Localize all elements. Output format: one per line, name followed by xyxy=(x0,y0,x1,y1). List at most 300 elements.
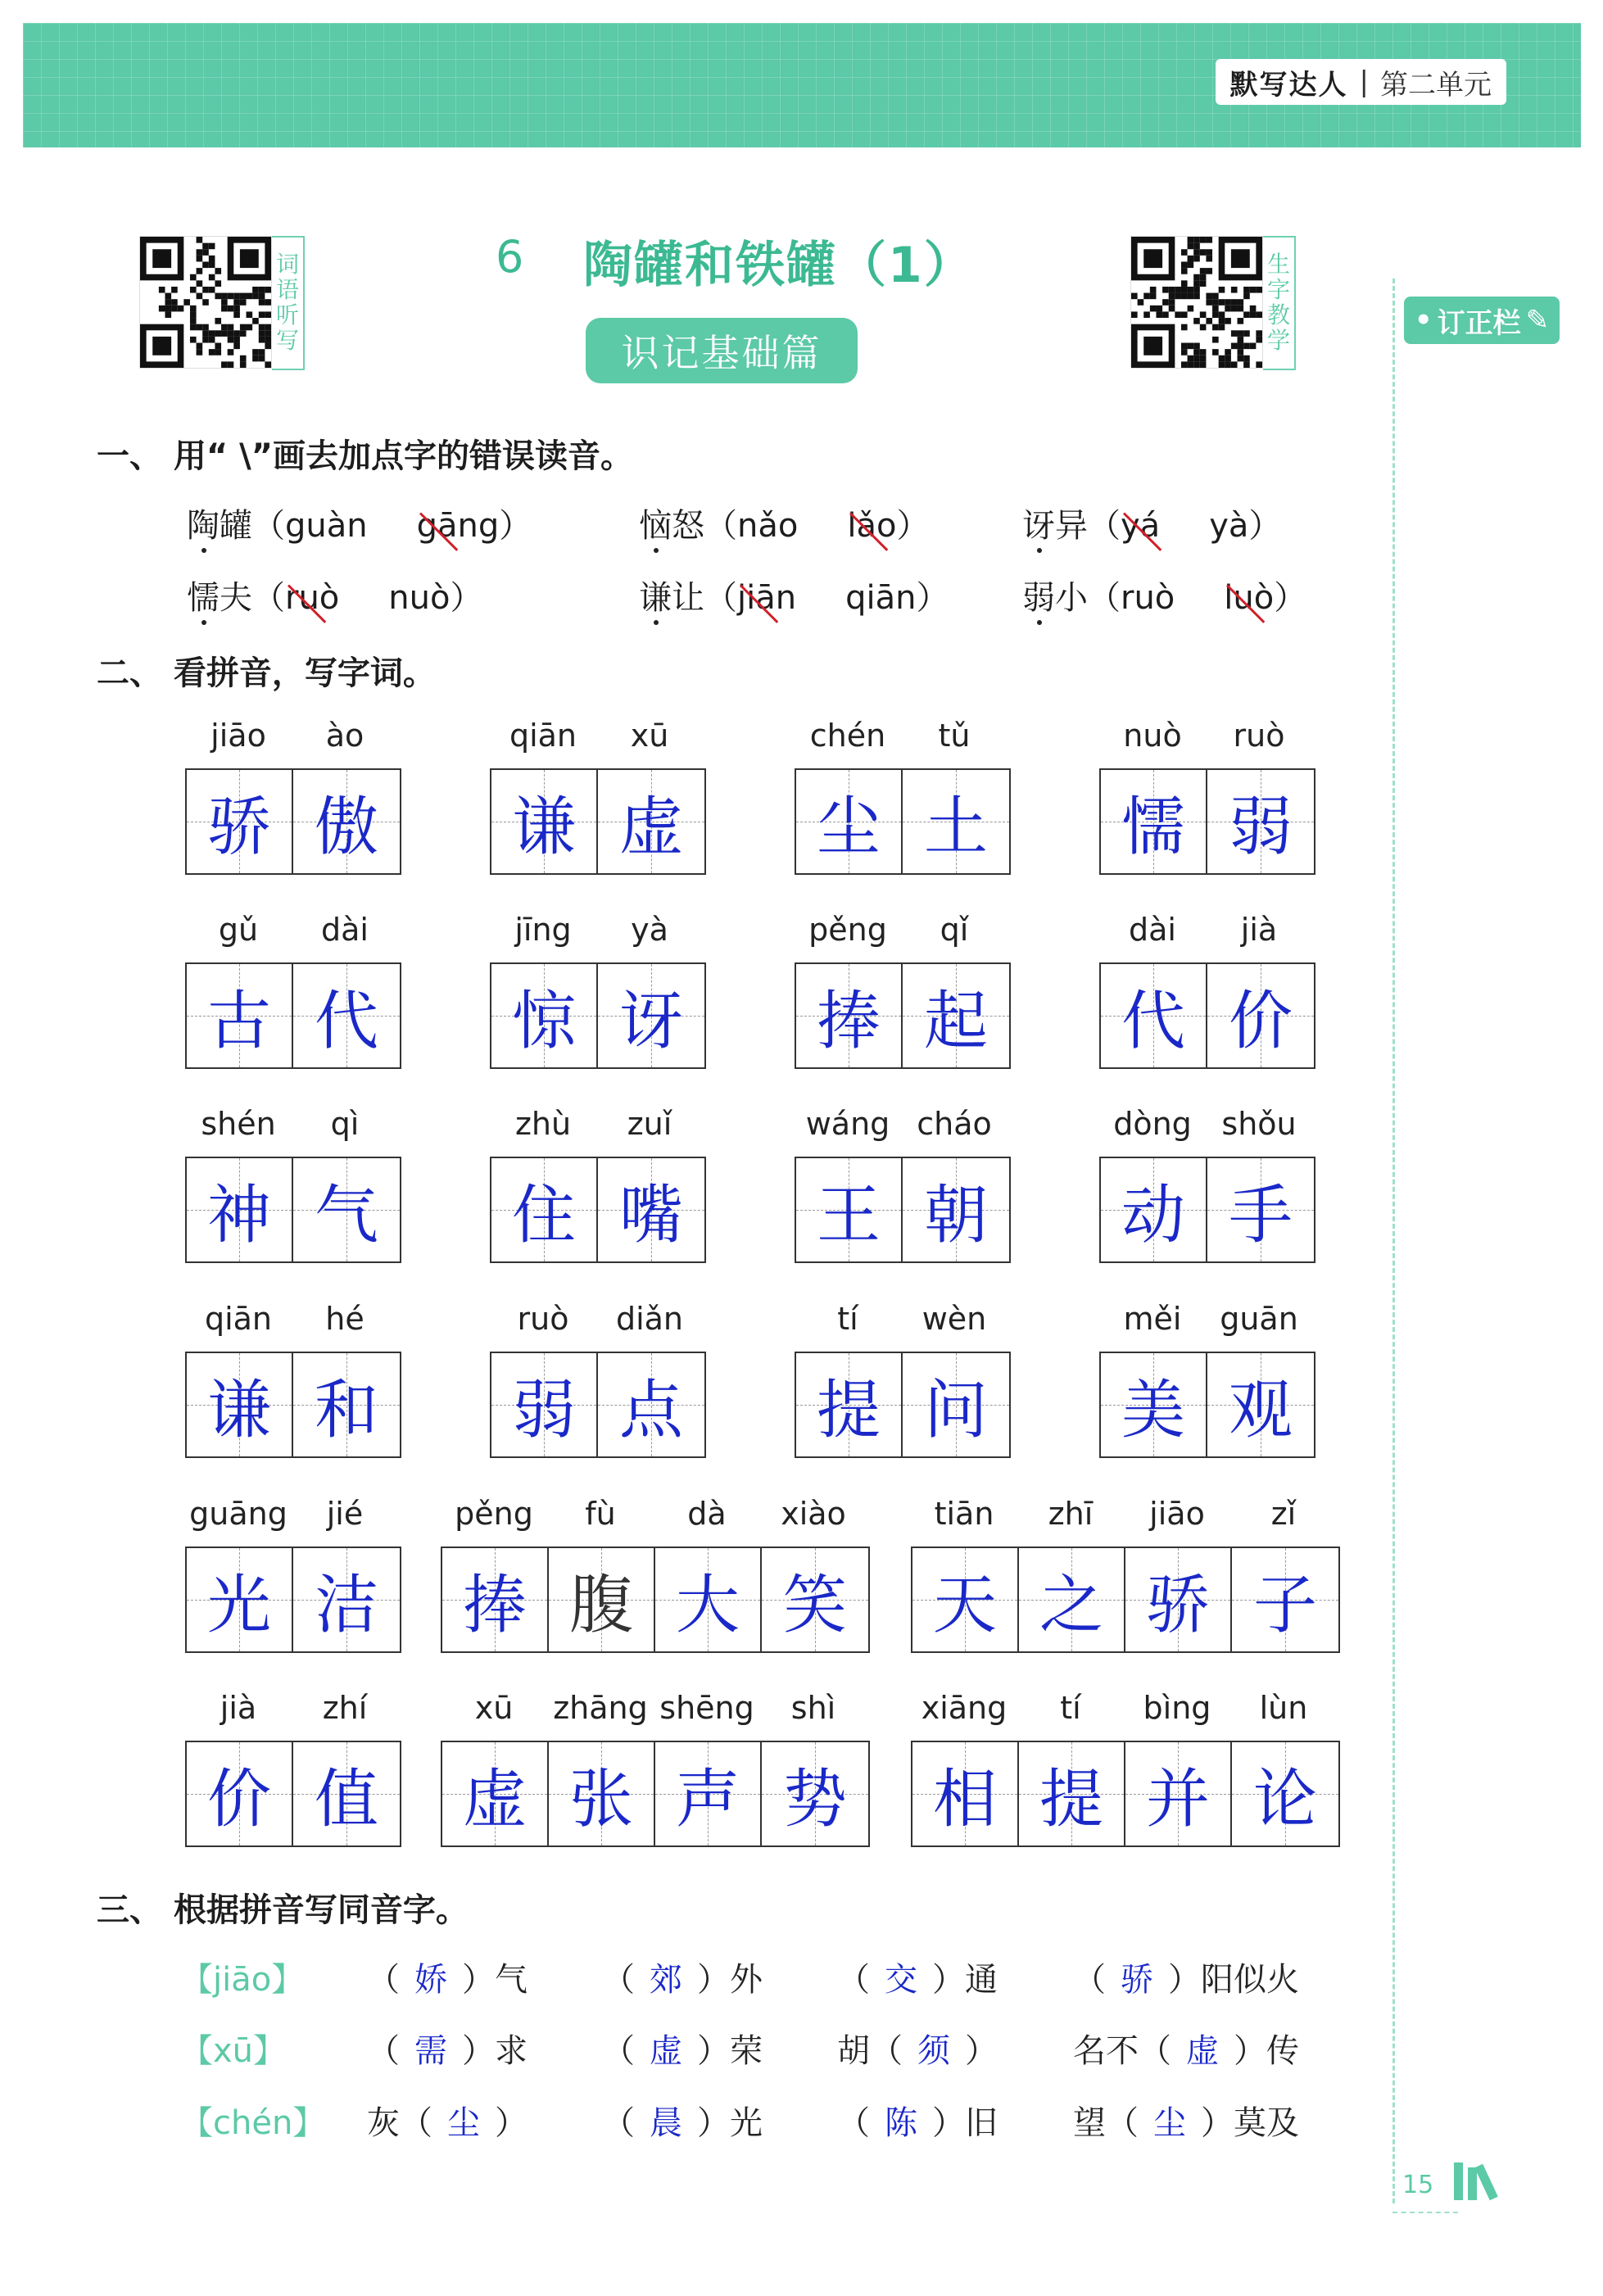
writing-cell[interactable] xyxy=(1101,964,1207,1067)
pinyin-option[interactable]: ruò xyxy=(1121,579,1175,617)
pinyin-label: xiào xyxy=(781,1496,846,1532)
pinyin-label: zhí xyxy=(322,1690,368,1726)
answer-char: 点 xyxy=(618,1374,683,1447)
blank-answer[interactable]: 娇 xyxy=(414,1961,447,1999)
pinyin-label: cháo xyxy=(917,1106,992,1142)
answer-char: 谦 xyxy=(206,1374,271,1447)
pinyin-option[interactable]: yá xyxy=(1121,507,1160,545)
writing-cell[interactable] xyxy=(912,1548,1019,1651)
pinyin-label: yà xyxy=(631,912,668,948)
blank-suffix: ）传 xyxy=(1234,2032,1299,2070)
pinyin-label: wèn xyxy=(921,1301,987,1337)
pinyin-label: qiān xyxy=(509,718,577,754)
fill-blank-item xyxy=(1073,1954,1299,2000)
fill-blank-item xyxy=(602,1954,763,2000)
pinyin-label: jié xyxy=(326,1496,364,1532)
blank-prefix: 望（ xyxy=(1073,2104,1139,2142)
writing-cell[interactable] xyxy=(1101,1353,1207,1456)
blank-prefix: （ xyxy=(367,1961,400,1999)
pinyin-label: jīng xyxy=(514,912,572,948)
writing-cell[interactable] xyxy=(1125,1742,1232,1845)
page-number: 15 xyxy=(1402,2171,1434,2199)
strike-mark xyxy=(849,512,888,550)
pinyin-label: shēng xyxy=(659,1690,754,1726)
fill-blank-item xyxy=(367,1954,528,2000)
writing-cell[interactable] xyxy=(796,1158,903,1261)
answer-char: 光 xyxy=(206,1569,271,1642)
writing-cell[interactable] xyxy=(762,1742,868,1845)
reading-item xyxy=(639,500,929,546)
margin-divider xyxy=(1392,279,1395,2203)
correction-label: 订正栏 xyxy=(1437,306,1521,340)
section-2-title: 二、 看拼音，写字词。 xyxy=(97,654,436,692)
answer-char: 虚 xyxy=(618,790,683,864)
writing-grid xyxy=(490,1352,706,1458)
answer-char: 手 xyxy=(1228,1179,1293,1252)
pinyin-option[interactable]: nuò xyxy=(388,579,451,617)
pinyin-label: dài xyxy=(321,912,369,948)
pinyin-label: pěng xyxy=(808,912,887,948)
blank-suffix: ）莫及 xyxy=(1201,2104,1299,2142)
blank-suffix: ）气 xyxy=(462,1961,528,1999)
qr-label-char: 字 xyxy=(1266,276,1290,304)
pinyin-label: gǔ xyxy=(218,912,259,948)
reading-item xyxy=(187,572,482,618)
reading-item xyxy=(639,572,949,618)
writing-cell[interactable] xyxy=(491,964,598,1067)
pinyin-label: dà xyxy=(687,1496,727,1532)
blank-answer[interactable]: 虚 xyxy=(650,2032,682,2070)
paren: （ xyxy=(252,507,285,545)
fill-blank-item xyxy=(367,2097,528,2144)
pinyin-label: ào xyxy=(325,718,365,754)
answer-char: 问 xyxy=(923,1374,988,1447)
pinyin-tag: 【xū】 xyxy=(180,2032,287,2070)
answer-char: 笑 xyxy=(782,1569,847,1642)
answer-char: 古 xyxy=(206,985,271,1058)
writing-cell[interactable] xyxy=(762,1548,868,1651)
blank-answer[interactable]: 骄 xyxy=(1121,1961,1153,1999)
separator: | xyxy=(1359,66,1369,98)
blank-prefix: （ xyxy=(837,2104,870,2142)
fill-blank-item xyxy=(1073,2025,1299,2072)
writing-cell[interactable] xyxy=(796,770,903,873)
blank-answer[interactable]: 晨 xyxy=(650,2104,682,2142)
blank-answer[interactable]: 郊 xyxy=(650,1961,682,1999)
pinyin-label: zǐ xyxy=(1270,1496,1297,1532)
paren: ） xyxy=(450,579,483,617)
writing-grid xyxy=(1099,1157,1315,1263)
pinyin-option[interactable]: guàn xyxy=(285,507,368,545)
emphasis-dot xyxy=(654,548,659,553)
pinyin-label: jiāo xyxy=(211,718,266,754)
writing-grid xyxy=(185,1741,401,1847)
paren: （ xyxy=(1088,579,1121,617)
writing-cell[interactable] xyxy=(187,770,293,873)
blank-prefix: 胡（ xyxy=(837,2032,903,2070)
writing-cell[interactable] xyxy=(1207,1353,1314,1456)
pinyin-label: shǒu xyxy=(1221,1106,1297,1142)
writing-grid xyxy=(795,962,1011,1069)
writing-cell[interactable] xyxy=(293,1353,400,1456)
writing-cell[interactable] xyxy=(442,1548,549,1651)
answer-char: 尘 xyxy=(816,790,881,864)
emphasis-dot xyxy=(202,548,206,553)
writing-cell[interactable] xyxy=(598,1158,704,1261)
qr-code-icon[interactable] xyxy=(1130,236,1263,369)
qr-block-left xyxy=(139,236,305,370)
answer-char: 弱 xyxy=(1228,790,1293,864)
emphasis-dot xyxy=(654,620,659,625)
bullet-icon: • xyxy=(1414,304,1433,337)
writing-cell[interactable] xyxy=(1019,1742,1125,1845)
answer-char: 懦 xyxy=(1121,790,1185,864)
qr-label-left xyxy=(272,236,305,370)
writing-grid xyxy=(795,1352,1011,1458)
lesson-subtitle: 识记基础篇 xyxy=(586,318,858,383)
writing-grid xyxy=(185,1547,401,1653)
writing-cell[interactable] xyxy=(549,1548,655,1651)
answer-char: 论 xyxy=(1252,1763,1317,1836)
pinyin-label: shì xyxy=(790,1690,836,1726)
writing-cell[interactable] xyxy=(598,770,704,873)
writing-grid xyxy=(490,768,706,875)
pinyin-label: qǐ xyxy=(940,912,969,948)
qr-label-char: 教 xyxy=(1266,301,1290,328)
answer-char: 惊 xyxy=(511,985,576,1058)
answer-char: 朝 xyxy=(923,1179,988,1252)
writing-cell[interactable] xyxy=(1232,1742,1338,1845)
blank-suffix: ）外 xyxy=(697,1961,763,1999)
answer-char: 骄 xyxy=(206,790,271,864)
answer-char: 势 xyxy=(782,1763,847,1836)
pinyin-label: zhù xyxy=(514,1106,572,1142)
blank-answer[interactable]: 交 xyxy=(885,1961,917,1999)
answer-char: 动 xyxy=(1121,1179,1185,1252)
pinyin-label: dài xyxy=(1129,912,1176,948)
writing-cell[interactable] xyxy=(293,770,400,873)
emphasis-dot xyxy=(202,620,206,625)
blank-suffix: ） xyxy=(965,2032,998,2070)
lesson-number: 6 xyxy=(496,231,524,283)
writing-cell[interactable] xyxy=(598,1353,704,1456)
answer-char: 嘴 xyxy=(618,1179,683,1252)
writing-cell[interactable] xyxy=(293,1742,400,1845)
emphasis-dot xyxy=(1037,620,1042,625)
lesson-title: 陶罐和铁罐（1） xyxy=(583,237,975,294)
answer-char: 起 xyxy=(923,985,988,1058)
pinyin-label: tí xyxy=(1060,1690,1081,1726)
blank-suffix: ） xyxy=(495,2104,528,2142)
paren: （ xyxy=(704,579,737,617)
writing-cell[interactable] xyxy=(491,770,598,873)
paren: ） xyxy=(916,579,949,617)
blank-prefix: 名不（ xyxy=(1073,2032,1171,2070)
writing-cell[interactable] xyxy=(187,1742,293,1845)
pinyin-label: ruò xyxy=(517,1301,569,1337)
answer-char: 虚 xyxy=(462,1763,527,1836)
header-label xyxy=(1216,59,1506,105)
writing-cell[interactable] xyxy=(903,1353,1009,1456)
pinyin-label: ruò xyxy=(1233,718,1285,754)
fill-blank-item xyxy=(837,1954,998,2000)
blank-prefix: （ xyxy=(602,1961,635,1999)
answer-char: 骄 xyxy=(1145,1569,1210,1642)
pinyin-option[interactable]: luò xyxy=(1224,579,1274,617)
qr-label-char: 词 xyxy=(275,251,299,279)
writing-grid xyxy=(795,768,1011,875)
writing-cell[interactable] xyxy=(903,1158,1009,1261)
blank-prefix: （ xyxy=(367,2032,400,2070)
pinyin-option[interactable]: yà xyxy=(1209,507,1249,545)
pinyin-option[interactable]: jiān xyxy=(737,579,796,617)
qr-code-icon[interactable] xyxy=(139,236,272,369)
answer-char: 住 xyxy=(511,1179,576,1252)
reading-word: 陶罐 xyxy=(187,507,252,545)
writing-cell[interactable] xyxy=(187,1353,293,1456)
answer-char: 气 xyxy=(314,1179,378,1252)
strike-mark xyxy=(288,584,326,623)
answer-char: 张 xyxy=(568,1763,633,1836)
strike-mark xyxy=(1226,584,1265,623)
blank-prefix: （ xyxy=(1073,1961,1106,1999)
pinyin-label: fù xyxy=(585,1496,616,1532)
reading-word: 懦夫 xyxy=(187,579,252,617)
blank-answer[interactable]: 需 xyxy=(414,2032,447,2070)
blank-answer[interactable]: 尘 xyxy=(447,2104,480,2142)
answer-char: 之 xyxy=(1039,1569,1103,1642)
blank-suffix: ）求 xyxy=(462,2032,528,2070)
section-3-title: 三、 根据拼音写同音字。 xyxy=(97,1891,469,1929)
paren: （ xyxy=(704,507,737,545)
page-number-underline xyxy=(1392,2212,1458,2213)
fill-blank-item xyxy=(837,2097,998,2144)
pinyin-option[interactable]: ruò xyxy=(285,579,339,617)
answer-char: 代 xyxy=(1121,985,1185,1058)
writing-cell[interactable] xyxy=(1125,1548,1232,1651)
writing-grid xyxy=(185,1352,401,1458)
paren: ） xyxy=(896,507,930,545)
answer-char: 大 xyxy=(675,1569,740,1642)
pinyin-label: jià xyxy=(220,1690,257,1726)
pinyin-label: jià xyxy=(1240,912,1278,948)
writing-cell[interactable] xyxy=(1207,1158,1314,1261)
qr-label-char: 学 xyxy=(1266,326,1290,354)
answer-char: 值 xyxy=(314,1763,378,1836)
blank-suffix: ）阳似火 xyxy=(1168,1961,1299,1999)
writing-cell[interactable] xyxy=(903,964,1009,1067)
pinyin-label: dòng xyxy=(1113,1106,1192,1142)
strike-mark xyxy=(740,584,778,623)
strike-mark xyxy=(419,512,458,550)
writing-cell[interactable] xyxy=(187,1158,293,1261)
answer-char: 腹 xyxy=(568,1569,633,1642)
series-title: 默写达人 xyxy=(1229,68,1348,102)
writing-cell[interactable] xyxy=(1232,1548,1338,1651)
writing-grid xyxy=(185,768,401,875)
answer-char: 观 xyxy=(1228,1374,1293,1447)
answer-char: 土 xyxy=(923,790,988,864)
blank-answer[interactable]: 须 xyxy=(917,2032,950,2070)
writing-cell[interactable] xyxy=(1207,964,1314,1067)
writing-cell[interactable] xyxy=(549,1742,655,1845)
qr-label-char: 听 xyxy=(275,301,299,328)
pinyin-option[interactable]: qiān xyxy=(845,579,917,617)
blank-answer[interactable]: 虚 xyxy=(1186,2032,1219,2070)
blank-suffix: ）通 xyxy=(932,1961,998,1999)
reading-word: 恼怒 xyxy=(639,507,704,545)
writing-grid xyxy=(441,1741,870,1847)
writing-grid xyxy=(1099,1352,1315,1458)
writing-cell[interactable] xyxy=(293,964,400,1067)
pencil-icon: ✎ xyxy=(1525,304,1550,337)
qr-label-char: 生 xyxy=(1266,251,1290,279)
pinyin-label: tiān xyxy=(934,1496,994,1532)
pinyin-label: hé xyxy=(325,1301,365,1337)
pinyin-tag: 【jiāo】 xyxy=(180,1961,305,1999)
pinyin-label: diǎn xyxy=(615,1301,684,1337)
answer-char: 神 xyxy=(206,1179,271,1252)
fill-blank-item xyxy=(602,2097,763,2144)
qr-label-char: 写 xyxy=(275,326,299,354)
answer-char: 洁 xyxy=(314,1569,378,1642)
writing-grid xyxy=(185,962,401,1069)
pinyin-label: guān xyxy=(1220,1301,1298,1337)
pinyin-label: nuò xyxy=(1123,718,1182,754)
answer-char: 讶 xyxy=(618,985,683,1058)
pinyin-label: zhī xyxy=(1048,1496,1094,1532)
writing-cell[interactable] xyxy=(598,964,704,1067)
reading-word: 谦让 xyxy=(639,579,704,617)
writing-grid xyxy=(911,1741,1340,1847)
writing-cell[interactable] xyxy=(491,1353,598,1456)
pinyin-label: xū xyxy=(474,1690,514,1726)
answer-char: 天 xyxy=(932,1569,997,1642)
writing-cell[interactable] xyxy=(293,1548,400,1651)
section-1-title: 一、 用“ \”画去加点字的错误读音。 xyxy=(97,437,634,475)
reading-item xyxy=(187,500,532,546)
pinyin-label: xū xyxy=(630,718,669,754)
answer-char: 子 xyxy=(1252,1569,1317,1642)
answer-char: 提 xyxy=(1039,1763,1103,1836)
writing-cell[interactable] xyxy=(491,1158,598,1261)
writing-cell[interactable] xyxy=(1019,1548,1125,1651)
writing-cell[interactable] xyxy=(442,1742,549,1845)
pinyin-label: shén xyxy=(201,1106,276,1142)
pinyin-label: tǔ xyxy=(938,718,971,754)
paren: ） xyxy=(1274,579,1307,617)
answer-char: 提 xyxy=(816,1374,881,1447)
writing-cell[interactable] xyxy=(796,1353,903,1456)
answer-char: 谦 xyxy=(511,790,576,864)
answer-char: 捧 xyxy=(816,985,881,1058)
pinyin-option[interactable]: gāng xyxy=(417,507,500,545)
answer-char: 捧 xyxy=(462,1569,527,1642)
pinyin-label: zhāng xyxy=(553,1690,648,1726)
strike-mark xyxy=(1123,512,1161,550)
pinyin-label: wáng xyxy=(805,1106,890,1142)
qr-label-char: 语 xyxy=(275,276,299,304)
pinyin-tag: 【chén】 xyxy=(180,2104,326,2142)
pinyin-label: qiān xyxy=(204,1301,273,1337)
answer-char: 代 xyxy=(314,985,378,1058)
writing-grid xyxy=(911,1547,1340,1653)
blank-prefix: 灰（ xyxy=(367,2104,432,2142)
pinyin-label: pěng xyxy=(455,1496,533,1532)
pinyin-option[interactable]: nǎo xyxy=(737,507,799,545)
correction-tag xyxy=(1404,297,1560,344)
writing-cell[interactable] xyxy=(912,1742,1019,1845)
pinyin-label: tí xyxy=(837,1301,858,1337)
writing-cell[interactable] xyxy=(655,1548,762,1651)
paren: ） xyxy=(499,507,532,545)
writing-cell[interactable] xyxy=(1101,1158,1207,1261)
paren: ） xyxy=(1248,507,1282,545)
emphasis-dot xyxy=(1037,548,1042,553)
writing-cell[interactable] xyxy=(1101,770,1207,873)
paren: （ xyxy=(252,579,285,617)
pinyin-label: lùn xyxy=(1259,1690,1308,1726)
blank-suffix: ）旧 xyxy=(932,2104,998,2142)
writing-cell[interactable] xyxy=(903,770,1009,873)
books-icon xyxy=(1454,2162,1491,2200)
writing-cell[interactable] xyxy=(187,1548,293,1651)
pinyin-label: bìng xyxy=(1143,1690,1211,1726)
writing-grid xyxy=(795,1157,1011,1263)
blank-answer[interactable]: 尘 xyxy=(1153,2104,1186,2142)
writing-grid xyxy=(185,1157,401,1263)
pinyin-label: zuǐ xyxy=(627,1106,672,1142)
answer-char: 声 xyxy=(675,1763,740,1836)
reading-item xyxy=(1022,572,1306,618)
paren: （ xyxy=(1088,507,1121,545)
fill-blank-item xyxy=(602,2025,763,2072)
qr-label-right xyxy=(1263,236,1296,370)
answer-char: 弱 xyxy=(511,1374,576,1447)
writing-grid xyxy=(441,1547,870,1653)
reading-item xyxy=(1022,500,1281,546)
blank-suffix: ）荣 xyxy=(697,2032,763,2070)
writing-cell[interactable] xyxy=(1207,770,1314,873)
pinyin-label: chén xyxy=(809,718,886,754)
pinyin-label: xiāng xyxy=(921,1690,1008,1726)
fill-blank-item xyxy=(837,2025,998,2072)
blank-prefix: （ xyxy=(602,2032,635,2070)
blank-prefix: （ xyxy=(837,1961,870,1999)
writing-cell[interactable] xyxy=(796,964,903,1067)
answer-char: 美 xyxy=(1121,1374,1185,1447)
reading-word: 弱小 xyxy=(1022,579,1088,617)
writing-cell[interactable] xyxy=(655,1742,762,1845)
writing-cell[interactable] xyxy=(187,964,293,1067)
blank-answer[interactable]: 陈 xyxy=(885,2104,917,2142)
blank-prefix: （ xyxy=(602,2104,635,2142)
writing-grid xyxy=(490,962,706,1069)
pinyin-option[interactable]: lǎo xyxy=(847,507,896,545)
writing-grid xyxy=(490,1157,706,1263)
qr-block-right xyxy=(1130,236,1296,370)
pinyin-label: měi xyxy=(1123,1301,1182,1337)
pinyin-label: guāng xyxy=(189,1496,288,1532)
answer-char: 并 xyxy=(1145,1763,1210,1836)
answer-char: 傲 xyxy=(314,790,378,864)
fill-blank-item xyxy=(367,2025,528,2072)
unit-title: 第二单元 xyxy=(1380,68,1492,102)
writing-cell[interactable] xyxy=(293,1158,400,1261)
answer-char: 相 xyxy=(932,1763,997,1836)
answer-char: 价 xyxy=(206,1763,271,1836)
pinyin-label: jiāo xyxy=(1149,1496,1205,1532)
